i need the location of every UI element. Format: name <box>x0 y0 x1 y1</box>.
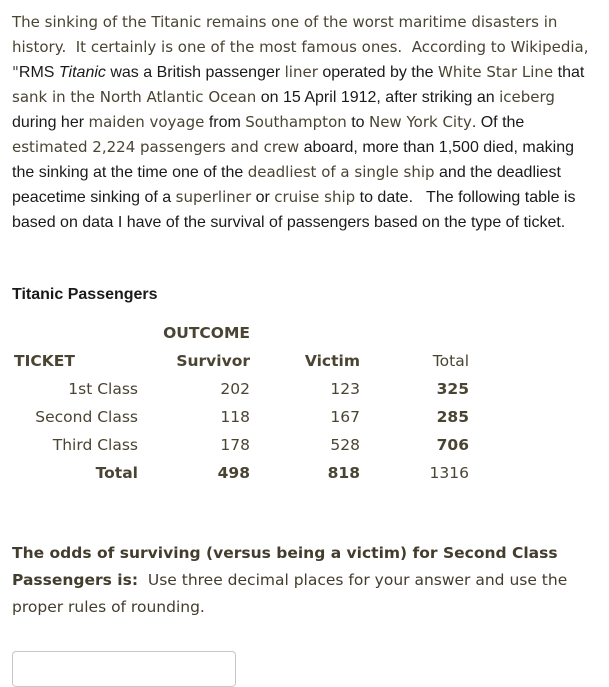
intro-text: was a British passenger <box>105 64 285 81</box>
intro-text: from <box>204 114 246 131</box>
table-row <box>12 431 471 459</box>
intro-text: . Of the <box>471 114 529 131</box>
intro-text: The sinking of the Titanic remains one of the worst maritime disasters in history. It certainly is one of the most famous ones. According to Wikipedia, " <box>12 13 594 81</box>
cell-total: 325 <box>436 380 469 398</box>
cell-total: 706 <box>436 436 469 454</box>
intro-text: that <box>553 64 589 81</box>
column-header-total: Total <box>432 352 469 370</box>
intro-term-sank-atlantic: sank in the North Atlantic Ocean <box>12 88 257 106</box>
intro-term-white-star-line: White Star Line <box>437 63 554 81</box>
table-header-row <box>12 347 471 375</box>
question-text <box>12 540 596 621</box>
cell-survivor: 178 <box>220 436 250 454</box>
empty-cell <box>12 319 140 347</box>
intro-text: during her <box>12 89 560 131</box>
outcome-header: OUTCOME <box>163 324 250 342</box>
cell-total: 285 <box>436 408 469 426</box>
column-header-ticket: TICKET <box>14 352 75 370</box>
intro-term-deadliest: deadliest of a single ship <box>247 163 435 181</box>
cell-survivor-total: 498 <box>217 464 250 482</box>
intro-text: RMS <box>18 64 59 81</box>
intro-text-italic: Titanic <box>58 64 106 81</box>
cell-victim: 167 <box>330 408 360 426</box>
intro-term-superliner: superliner <box>175 188 252 206</box>
intro-term-new-york-city: New York City <box>368 113 472 131</box>
question-prompt-bold: The odds of surviving (versus being a victim) for Second Class Passengers is: <box>12 544 563 589</box>
intro-term-maiden-voyage: maiden voyage <box>88 113 205 131</box>
intro-text: and the deadliest peacetime sinking of a <box>12 164 566 206</box>
cell-victim: 123 <box>330 380 360 398</box>
row-label-total: Total <box>95 464 138 482</box>
intro-text: on 15 April 1912, after striking an <box>256 89 500 106</box>
row-label-first-class: 1st Class <box>68 380 138 398</box>
table-row-total <box>12 459 471 487</box>
cell-victim-total: 818 <box>327 464 360 482</box>
cell-survivor: 118 <box>220 408 250 426</box>
intro-text: to <box>346 114 369 131</box>
intro-term-iceberg: iceberg <box>499 88 555 106</box>
cell-survivor: 202 <box>220 380 250 398</box>
table-row-outcome <box>12 319 471 347</box>
cell-victim: 528 <box>330 436 360 454</box>
column-header-survivor: Survivor <box>176 352 250 370</box>
intro-term-passengers-crew: estimated 2,224 passengers and crew <box>12 138 300 156</box>
passengers-table <box>12 319 471 487</box>
intro-text: aboard, more than 1,500 died, making the sinking at the time one of the <box>12 139 579 181</box>
table-row <box>12 375 471 403</box>
intro-text: operated by the <box>317 64 438 81</box>
table-title: Titanic Passengers <box>12 286 158 303</box>
column-header-victim: Victim <box>304 352 360 370</box>
row-label-third-class: Third Class <box>52 436 138 454</box>
intro-term-southampton: Southampton <box>245 113 347 131</box>
empty-cell <box>252 319 362 347</box>
answer-input[interactable] <box>12 651 236 687</box>
intro-term-liner: liner <box>284 63 318 81</box>
intro-paragraph <box>12 10 596 235</box>
empty-cell <box>362 319 471 347</box>
row-label-second-class: Second Class <box>35 408 138 426</box>
cell-grand-total: 1316 <box>429 464 469 482</box>
intro-term-cruise-ship: cruise ship <box>274 188 356 206</box>
question-prompt-rest: Use three decimal places for your answer and use the proper rules of rounding. <box>12 571 573 616</box>
intro-text: or <box>251 189 275 206</box>
intro-text: to date. The following table is based on data I have of the survival of passengers based on the type of ticket. <box>12 189 580 231</box>
table-row <box>12 403 471 431</box>
